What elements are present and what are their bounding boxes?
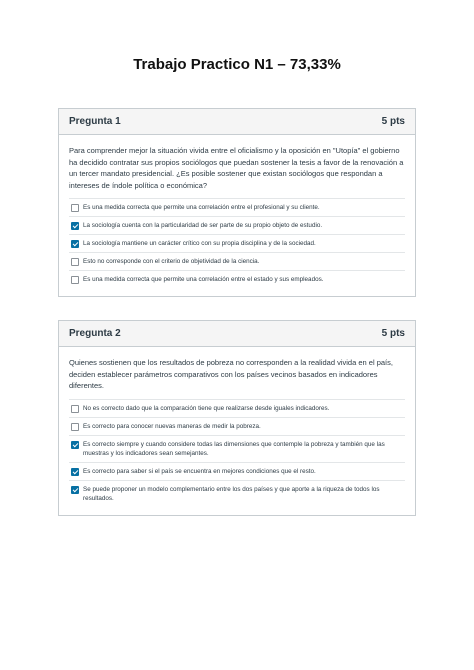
checkbox[interactable] <box>71 204 79 212</box>
document-title: Trabajo Practico N1 – 73,33% <box>133 56 341 73</box>
answer-option[interactable] <box>69 271 405 288</box>
answer-label: Se puede proponer un modelo complementario entre los dos países y que aporte a la riqueza de todos los resultados. <box>83 485 380 502</box>
answer-option[interactable] <box>69 217 405 235</box>
question-text: Quienes sostienen que los resultados de pobreza no corresponden a la realidad vivida en el país, deciden establecer parámetros comparativos con los países vecinos basados en indicadores diferentes. <box>69 358 393 390</box>
answer-label: La sociología cuenta con la particularidad de ser parte de su propio objeto de estudio. <box>83 222 323 229</box>
answer-option[interactable] <box>69 436 405 463</box>
question-title: Pregunta 2 <box>69 328 121 339</box>
checked-checkbox[interactable] <box>71 486 79 494</box>
question-points: 5 pts <box>381 328 405 339</box>
checked-checkbox[interactable] <box>71 468 79 476</box>
answer-label: No es correcto dado que la comparación tiene que realizarse desde iguales indicadores. <box>83 404 330 412</box>
answer-option[interactable] <box>69 463 405 481</box>
answer-list <box>69 198 405 288</box>
answer-label: Es correcto para saber si el país se encuentra en mejores condiciones que el resto. <box>83 467 316 475</box>
answer-label: Esto no corresponde con el criterio de objetividad de la ciencia. <box>83 258 260 265</box>
question-title: Pregunta 1 <box>69 116 121 127</box>
question-text: Para comprender mejor la situación vivida entre el oficialismo y la oposición en "Utopía" el gobierno ha decidido contratar sus propios sociólogos que puedan sostener la tesis a favor de la renovación a un tercer mandato presidencial. ¿Es posible sostener que existan sociólogos que respondan a intereses de índole política o económica? <box>69 146 404 190</box>
answer-label: Es una medida correcta que permite una correlación entre el profesional y su cliente. <box>83 204 320 211</box>
question-header <box>59 109 415 135</box>
checked-checkbox[interactable] <box>71 240 79 248</box>
answer-label: Es correcto siempre y cuando considere todas las dimensiones que contemple la pobreza y también que las muestras y los indicadores sean semejantes. <box>83 440 385 457</box>
answer-label: Es una medida correcta que permite una correlación entre el estado y sus empleados. <box>83 276 324 283</box>
checkbox[interactable] <box>71 405 79 413</box>
question-header <box>59 321 415 347</box>
answer-option[interactable] <box>69 400 405 418</box>
question-card-1 <box>58 108 416 297</box>
checkbox[interactable] <box>71 423 79 431</box>
answer-option[interactable] <box>69 235 405 253</box>
question-points: 5 pts <box>381 116 405 127</box>
answer-label: Es correcto para conocer nuevas maneras de medir la pobreza. <box>83 422 261 430</box>
answer-option[interactable] <box>69 199 405 217</box>
answer-option[interactable] <box>69 418 405 436</box>
checkbox[interactable] <box>71 276 79 284</box>
answer-list <box>69 399 405 507</box>
answer-label: La sociología mantiene un carácter crítico con su propia disciplina y de la sociedad. <box>83 240 316 247</box>
question-card-2 <box>58 320 416 516</box>
answer-option[interactable] <box>69 481 405 507</box>
checkbox[interactable] <box>71 258 79 266</box>
checked-checkbox[interactable] <box>71 222 79 230</box>
answer-option[interactable] <box>69 253 405 271</box>
checked-checkbox[interactable] <box>71 441 79 449</box>
